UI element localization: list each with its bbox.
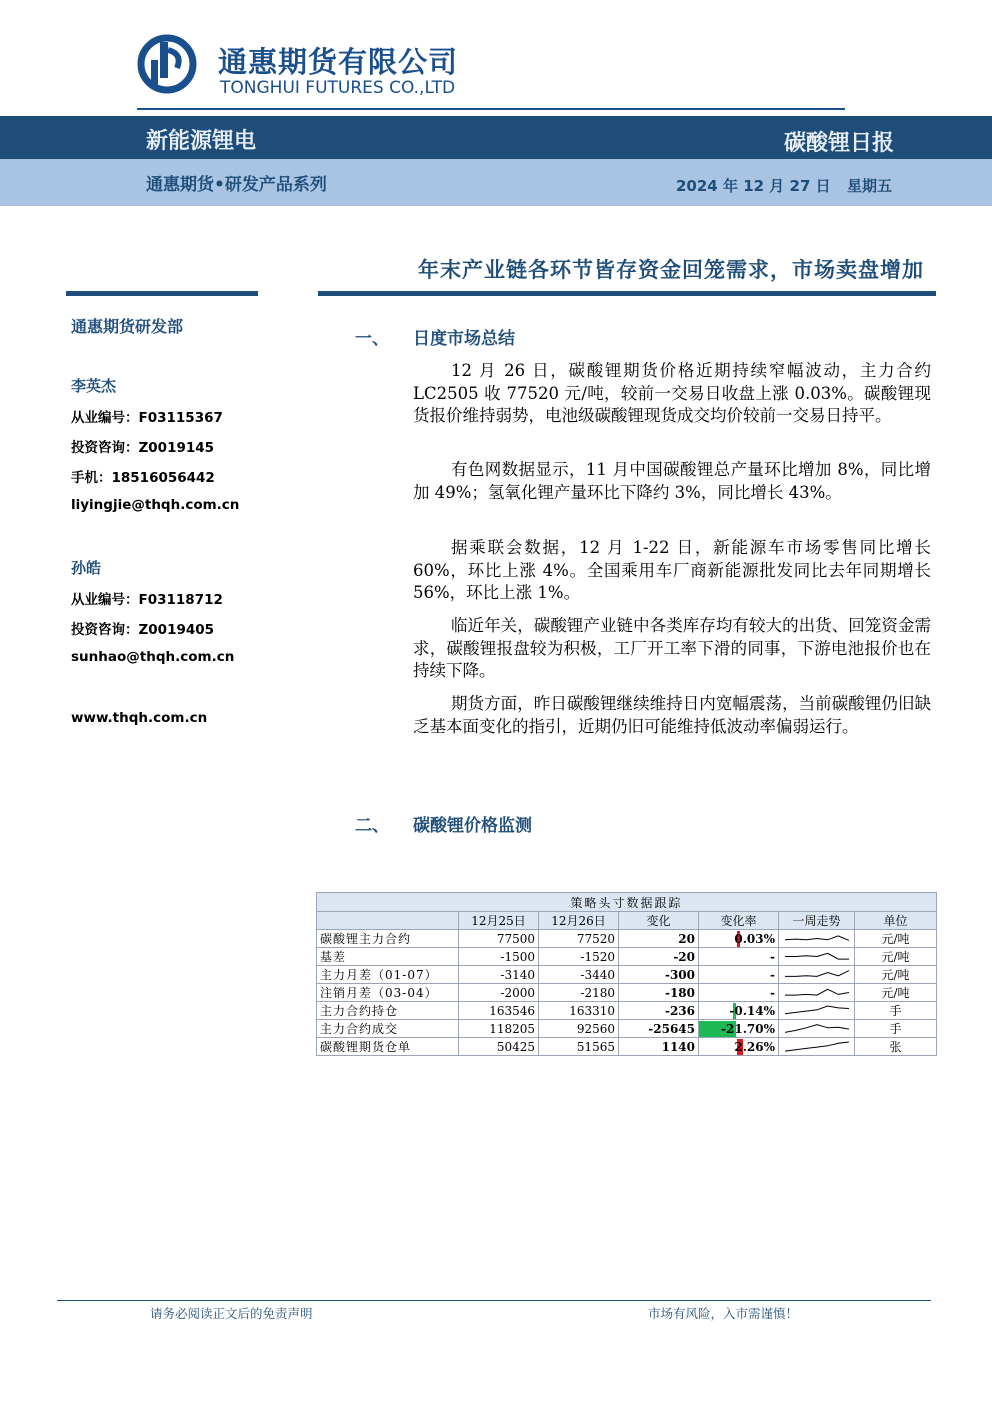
sparkline-svg (779, 966, 855, 983)
value-dec25: 163546 (459, 1002, 539, 1020)
table-row (317, 984, 937, 1002)
row-label: 碳酸锂期货仓单 (317, 1038, 459, 1056)
column-header: 变化 (619, 912, 699, 930)
change-value: -236 (619, 1002, 699, 1020)
table-row (317, 948, 937, 966)
change-value: -20 (619, 948, 699, 966)
paragraph: 据乘联会数据，12 月 1-22 日，新能源车市场零售同比增长 60%，环比上涨 4%。全国乘用车厂商新能源批发同比去年同期增长 56%，环比上涨 1%。 (413, 538, 931, 602)
table-row (317, 1020, 937, 1038)
sparkline-line (785, 953, 849, 959)
unit-label: 手 (855, 1020, 937, 1038)
unit-label: 元/吨 (855, 930, 937, 948)
value-dec26: 77520 (539, 930, 619, 948)
paragraph: 12 月 26 日，碳酸锂期货价格近期持续窄幅波动，主力合约 LC2505 收 77520 元/吨，较前一交易日收盘上涨 0.03%。碳酸锂现货报价维持弱势，电池级碳酸锂现货成交均价较前一交易日持平。 (413, 361, 931, 425)
sparkline-line (785, 1025, 849, 1033)
unit-label: 元/吨 (855, 948, 937, 966)
unit-label: 张 (855, 1038, 937, 1056)
change-rate (699, 1038, 779, 1056)
rate-text: -0.14% (729, 1003, 775, 1018)
disclaimer-note: 请务必阅读正文后的免责声明 (150, 1306, 313, 1321)
report-type-label: 碳酸锂日报 (783, 131, 894, 156)
analyst-detail: 手机：18516056442 (71, 470, 215, 486)
data-table-container (316, 892, 936, 1056)
change-value: 20 (619, 930, 699, 948)
column-header: 变化率 (699, 912, 779, 930)
weekly-trend-sparkline (779, 1020, 855, 1038)
column-header: 12月26日 (539, 912, 619, 930)
change-rate (699, 1002, 779, 1020)
department-name: 通惠期货研发部 (71, 317, 184, 336)
series-label: 通惠期货•研发产品系列 (146, 175, 327, 195)
change-rate (699, 930, 779, 948)
sparkline-line (785, 989, 849, 995)
analyst-detail: 从业编号：F03115367 (71, 410, 223, 426)
weekly-trend-sparkline (779, 1038, 855, 1056)
table-row (317, 930, 937, 948)
row-label: 注销月差（03-04） (317, 984, 459, 1002)
unit-label: 元/吨 (855, 966, 937, 984)
value-dec26: 51565 (539, 1038, 619, 1056)
column-header: 12月25日 (459, 912, 539, 930)
sector-label: 新能源锂电 (146, 129, 257, 154)
change-rate: - (699, 966, 779, 984)
rate-text: 0.03% (734, 931, 775, 946)
sparkline-svg (779, 984, 855, 1001)
company-name-cn: 通惠期货有限公司 (218, 45, 459, 79)
headline: 年末产业链各环节皆存资金回笼需求，市场卖盘增加 (418, 258, 924, 282)
sparkline-line (785, 1006, 849, 1014)
website-link[interactable]: www.thqh.com.cn (71, 710, 208, 726)
report-weekday: 星期五 (847, 177, 893, 195)
company-logo (137, 30, 197, 98)
section-title: 碳酸锂价格监测 (413, 816, 532, 836)
change-rate: - (699, 948, 779, 966)
table-body (317, 930, 937, 1056)
weekly-trend-sparkline (779, 948, 855, 966)
weekly-trend-sparkline (779, 930, 855, 948)
sidebar-divider (66, 291, 258, 296)
sparkline-line (785, 1042, 849, 1051)
sparkline-svg (779, 948, 855, 965)
table-row (317, 1038, 937, 1056)
unit-label: 手 (855, 1002, 937, 1020)
row-label: 主力月差（01-07） (317, 966, 459, 984)
analyst-detail: 从业编号：F03118712 (71, 592, 223, 608)
value-dec25: 118205 (459, 1020, 539, 1038)
value-dec25: -1500 (459, 948, 539, 966)
column-header (317, 912, 459, 930)
rate-text: -21.70% (721, 1021, 775, 1036)
value-dec25: -2000 (459, 984, 539, 1002)
row-label: 碳酸锂主力合约 (317, 930, 459, 948)
weekly-trend-sparkline (779, 1002, 855, 1020)
price-monitor-table (316, 892, 937, 1056)
sparkline-line (785, 936, 849, 941)
rate-text: 2.26% (734, 1039, 775, 1054)
paragraph: 期货方面，昨日碳酸锂继续维持日内宽幅震荡，当前碳酸锂仍旧缺乏基本面变化的指引，近期仍旧可能维持低波动率偏弱运行。 (413, 694, 931, 736)
value-dec25: -3140 (459, 966, 539, 984)
row-label: 主力合约成交 (317, 1020, 459, 1038)
value-dec26: -1520 (539, 948, 619, 966)
report-date: 2024 年 12 月 27 日 (676, 177, 831, 195)
section-title: 日度市场总结 (413, 329, 515, 349)
table-row (317, 1002, 937, 1020)
table-row (317, 966, 937, 984)
value-dec26: -3440 (539, 966, 619, 984)
value-dec26: 92560 (539, 1020, 619, 1038)
analyst-email-link[interactable]: sunhao@thqh.com.cn (71, 649, 235, 665)
column-header: 单位 (855, 912, 937, 930)
row-label: 主力合约持仓 (317, 1002, 459, 1020)
headline-divider (318, 291, 936, 296)
analyst-detail: 投资咨询：Z0019405 (71, 622, 215, 638)
weekly-trend-sparkline (779, 966, 855, 984)
paragraph: 有色网数据显示，11 月中国碳酸锂总产量环比增加 8%，同比增加 49%；氢氧化锂产量环比下降约 3%，同比增长 43%。 (413, 460, 931, 502)
change-value: -180 (619, 984, 699, 1002)
value-dec25: 77500 (459, 930, 539, 948)
paragraph: 临近年关，碳酸锂产业链中各类库存均有较大的出货、回笼资金需求，碳酸锂报盘较为积极，工厂开工率下滑的同事，下游电池报价也在持续下降。 (413, 616, 931, 680)
unit-label: 元/吨 (855, 984, 937, 1002)
weekly-trend-sparkline (779, 984, 855, 1002)
change-value: -300 (619, 966, 699, 984)
analyst-detail: 投资咨询：Z0019145 (71, 440, 215, 456)
company-name-en: TONGHUI FUTURES CO.,LTD (220, 78, 456, 98)
sparkline-svg (779, 930, 855, 947)
table-header-row (317, 912, 937, 930)
section-number: 二、 (355, 816, 389, 836)
section-number: 一、 (355, 329, 389, 349)
analyst-email-link[interactable]: liyingjie@thqh.com.cn (71, 497, 240, 513)
value-dec26: -2180 (539, 984, 619, 1002)
analyst-name: 孙皓 (71, 559, 102, 577)
footer-divider (57, 1300, 931, 1301)
logo-divider (137, 108, 845, 110)
change-value: 1140 (619, 1038, 699, 1056)
row-label: 基差 (317, 948, 459, 966)
table-caption: 策略头寸数据跟踪 (317, 893, 937, 912)
column-header: 一周走势 (779, 912, 855, 930)
sparkline-svg (779, 1020, 855, 1037)
change-value: -25645 (619, 1020, 699, 1038)
change-rate (699, 1020, 779, 1038)
value-dec26: 163310 (539, 1002, 619, 1020)
sparkline-svg (779, 1038, 855, 1055)
sparkline-line (785, 971, 849, 977)
sparkline-svg (779, 1002, 855, 1019)
risk-note: 市场有风险，入市需谨慎！ (648, 1306, 799, 1321)
analyst-name: 李英杰 (71, 377, 117, 395)
value-dec25: 50425 (459, 1038, 539, 1056)
change-rate: - (699, 984, 779, 1002)
